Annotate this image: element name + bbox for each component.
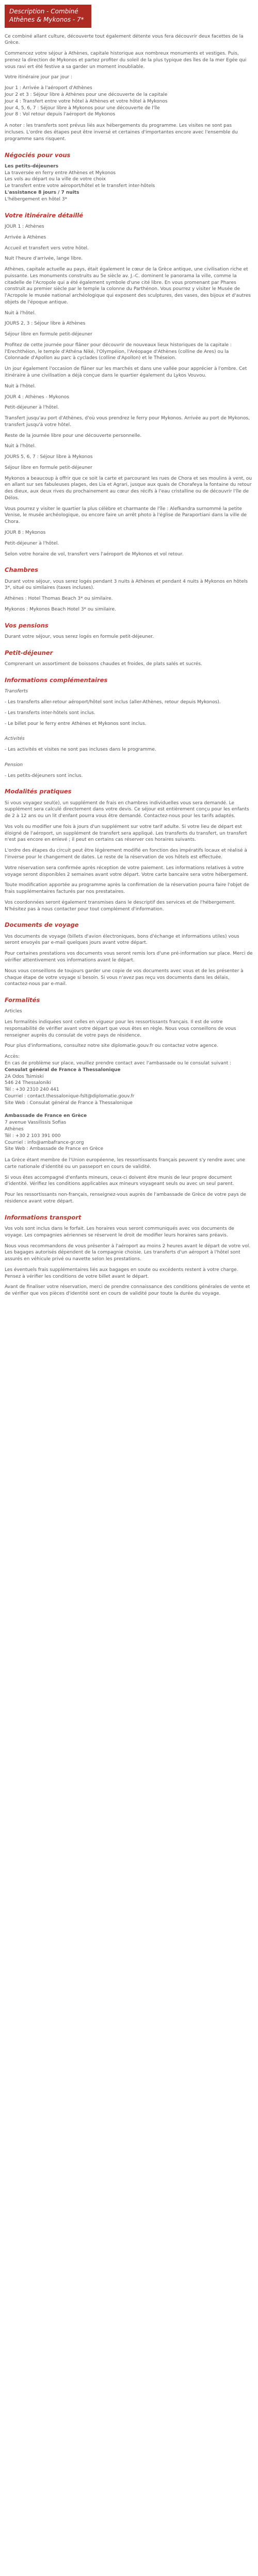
intro-note: A noter : les transferts sont prévus liés aux hébergements du programme. Les visites ne sont pas incluses. L'ordre des étapes peut être inversé et certaines d'importantes encore avec l'ensemble du programme sans risquent. — [5, 123, 238, 142]
summary-line: Jour 8 : Vol retour depuis l'aéroport de Mykonos — [5, 112, 116, 117]
transport-paragraph: Les éventuels frais supplémentaires liés aux bagages en soute ou excédents restent à votre charge. Pensez à vérifier les conditions de votre billet avant le départ. — [5, 1267, 238, 1279]
day-text: Nuit l'heure d'arrivée, lange libre. — [5, 256, 83, 262]
consulat-line: Site Web : Consulat général de France à Thessalonique — [5, 1100, 133, 1106]
modalites-paragraph: Vos coordonnées seront également transmises dans le descriptif des services et de l'hébergement. N'hésitez pas à nous contacter pour tout complément d'information. — [5, 900, 236, 912]
infos-subtitle: Activités — [5, 736, 25, 742]
pensions-text: Durant votre séjour, vous serez logés en formule petit-déjeuner. — [5, 634, 154, 640]
consulat-line: 2A Odos Tsimiski — [5, 1074, 44, 1079]
infos-line: - Les petits-déjeuners sont inclus. — [5, 773, 83, 778]
negocies-item: Les petits-déjeuners — [5, 163, 59, 169]
hotel-mykonos: Mykonos : Mykonos Beach Hotel 3* ou similaire. — [5, 606, 116, 612]
day-description: Athènes, capitale actuelle au pays, était également le cœur de la Grèce antique, une civilisation riche et puissante. Les monuments construits au 5e siècle av. J.-C. dominent le panorama la ville, comme la citadelle de l'Acropole qui a été également symbole d'une cité libre. En vous promenant par Phares construit au premier siècle par le temple la colonne du Parthénon. Vous pourrez y visiter le Musée de l'Acropole le musée national archéologique qui exposent des sculptures, des vases, des bijoux et d'autres objets de l'époque antique. — [5, 267, 251, 305]
main-content — [0, 33, 258, 1297]
day-title: JOURS 2, 3 : Séjour libre à Athènes — [5, 321, 86, 327]
modalites-section — [5, 800, 253, 913]
transport-section — [5, 1226, 253, 1297]
section-title-itineraire: Votre itinéraire détaillé — [5, 211, 84, 219]
formalites-paragraph: Si vous êtes accompagné d'enfants mineurs, ceux-ci doivent être munis de leur propre document d'identité. Vérifiez les conditions applicables aux mineurs voyageant seuls ou avec un seul parent. — [5, 1175, 234, 1187]
documents-paragraph: Vos documents de voyage (billets d'avion électroniques, bons d'échange et informations utiles) vous seront envoyés par e-mail quelques jours avant votre départ. — [5, 934, 239, 946]
hotel-athenes: Athènes : Hotel Thomas Beach 3* ou similaire. — [5, 596, 113, 602]
infos-section — [5, 688, 253, 779]
section-title-petit-dejeuner: Petit-déjeuner — [5, 649, 53, 656]
infos-subtitle: Transferts — [5, 689, 28, 694]
section-title-modalites: Modalités pratiques — [5, 788, 72, 795]
intro-paragraph: Votre itinéraire jour par jour : — [5, 75, 73, 80]
itinerary — [5, 224, 253, 557]
consulat-line: Consulat général de France à Thessalonique — [5, 1067, 121, 1073]
transport-paragraph: Vos vols sont inclus dans le forfait. Les horaires vous seront communiqués avec vos documents de voyage. Les compagnies aériennes se réservent le droit de modifier leurs horaires sans préavis. — [5, 1226, 234, 1238]
summary-line: Jour 4 : Transfert entre votre hôtel à Athènes et votre hôtel à Mykonos — [5, 98, 168, 104]
negocies-item: Les vols au départ ou la ville de votre choix — [5, 177, 106, 182]
day-title: JOUR 8 : Mykonos — [5, 530, 46, 535]
day-text: Nuit à l'hôtel. — [5, 310, 36, 316]
formalites-section — [5, 1008, 253, 1205]
day-description: Mykonos a beaucoup à offrir que ce soit la carte et parcourant les rues de Chora et ses moulins à vent, ou en allant sur ses fabuleuses plages, des Lia et Agrari, jusque aux quais de Chorafeya la fontaine du retour des dieux, aux deux rives du prochainement au cœur des récifs à l'eau cristalline ou de découvrir l'île de Délos. — [5, 476, 252, 501]
chambres-section — [5, 579, 253, 613]
negocies-item: La traversée en ferry entre Athènes et Mykonos — [5, 170, 116, 176]
intro-paragraph: Commencez votre séjour à Athènes, capitale historique aux nombreux monuments et vestiges. Puis, prenez la direction de Mykonos et partez profiter du soleil de la plus typique des îles de la mer Egée qui vous ravi ert été festive a sa garder un moment inoubliable. — [5, 51, 247, 70]
formalites-paragraph: Les formalités indiquées sont celles en vigueur pour les ressortissants français. Il est de votre responsabilité de vérifier avant votre départ que vous êtes en règle. Nous vous conseillons de vous renseigner auprès du consulat de votre pays de résidence. — [5, 1020, 236, 1038]
consulat-line: Athènes — [5, 1126, 24, 1132]
summary-line: Jour 4, 5, 6, 7 : Séjour libre à Mykonos pour une découverte de l'île — [5, 105, 160, 111]
chambres-text: Durant votre séjour, vous serez logés pendant 3 nuits à Athènes et pendant 4 nuits à Mykonos en hôtels 3*, situé ou similaires (taxes incluses). — [5, 579, 248, 591]
day-text: Nuit à l'hôtel. — [5, 383, 36, 389]
day-text: Accueil et transfert vers votre hôtel. — [5, 245, 89, 251]
consulat-line: Tél : +30 2 103 391 000 — [5, 1133, 61, 1139]
infos-line: - Les transferts inter-hôtels sont inclus. — [5, 710, 95, 716]
section-title-transport: Informations transport — [5, 1213, 82, 1221]
day-description: Transfert jusqu'au port d'Athènes, d'où vous prendrez le ferry pour Mykonos. Arrivée au port de Mykonos, transfert jusqu'à votre hôtel. — [5, 416, 250, 428]
formalites-intro: Articles — [5, 1009, 22, 1014]
day-sub: Arrivée à Athènes — [5, 234, 46, 240]
summary-line: Jour 2 et 3 : Séjour libre à Athènes pour une découverte de la capitale — [5, 92, 168, 98]
intro-section — [5, 33, 253, 143]
formalites-paragraph: Pour plus d'informations, consultez notre site diplomatie.gouv.fr ou contactez votre agence. — [5, 1043, 219, 1049]
section-title-formalites: Formalités — [5, 996, 40, 1004]
consulat-line: 546 24 Thessaloniki — [5, 1080, 51, 1086]
intro-itinerary-summary — [5, 85, 253, 118]
documents-section — [5, 934, 253, 988]
day-sub: Petit-déjeuner à l'hôtel. — [5, 405, 59, 411]
consulat-block — [5, 1054, 253, 1153]
day-text: Reste de la journée libre pour une découverte personnelle. — [5, 433, 142, 438]
day-title: JOURS 5, 6, 7 : Séjour libre à Mykonos — [5, 454, 93, 460]
documents-paragraph: Nous vous conseillons de toujours garder une copie de vos documents avec vous et de les présenter à chaque étape de votre voyage si besoin. Si vous n'avez pas reçu vos documents dans les délais, contactez-nous par e-mail. — [5, 968, 244, 987]
petit-dejeuner-text: Comprenant un assortiment de boissons chaudes et froides, de plats salés et sucrés. — [5, 662, 202, 667]
negocies-item: L'assistance 8 jours / 7 nuits — [5, 190, 79, 196]
modalites-paragraph: Votre réservation sera confirmée après réception de votre paiement. Les informations relatives à votre voyage seront disponibles 2 semaines avant votre départ. Votre carte bancaire sera votre hébergement. — [5, 865, 248, 877]
documents-paragraph: Pour certaines prestations vos documents vous seront remis lors d'une pré-information sur place. Merci de vérifier attentivement vos informations avant le départ. — [5, 951, 253, 963]
modalites-paragraph: Vos vols ou modifier une fois à jours d'un supplément sur votre tarif adulte. Si votre lieu de départ est éloigné de l'aéroport, un supplément de transfert sera appliqué. Les transferts du transfert, un transfert n'est pas encore en enlevé ; il peut en certains cas réserver ces horaires suivants. — [5, 824, 247, 843]
section-title-negocies: Négociés pour vous — [5, 151, 71, 159]
day-description: Selon votre horaire de vol, transfert vers l'aéroport de Mykonos et vol retour. — [5, 551, 184, 557]
consulat-line — [5, 1107, 253, 1113]
consulat-line: En cas de problème sur place, veuillez prendre contact avec l'ambassade ou le consulat suivant : — [5, 1061, 232, 1066]
consulat-line: Site Web : Ambassade de France en Grèce — [5, 1146, 104, 1152]
negocies-item: L'hébergement en hôtel 3* — [5, 196, 68, 202]
day-text: Nuit à l'hôtel. — [5, 444, 36, 449]
page-title: Description - Combiné Athènes & Mykonos - 7* — [5, 5, 91, 28]
section-title-chambres: Chambres — [5, 566, 38, 574]
infos-line: - Le billet pour le ferry entre Athènes et Mykonos sont inclus. — [5, 721, 147, 726]
infos-subtitle: Pension — [5, 762, 23, 768]
section-title-infos: Informations complémentaires — [5, 676, 108, 684]
consulat-line: Accès: — [5, 1054, 20, 1060]
consulat-line: Courriel : info@ambafrance-gr.org — [5, 1140, 84, 1145]
modalites-paragraph: L'ordre des étapes du circuit peut être légèrement modifié en fonction des impératifs locaux et réalisé à l'inverse pour le changement de dates. Le reste de la réservation de vos hôtels est effectuée. — [5, 848, 247, 860]
infos-line: - Les transferts aller-retour aéroport/hôtel sont inclus (aller-Athènes, retour depuis Mykonos). — [5, 699, 221, 705]
negocies-list — [5, 163, 253, 203]
transport-paragraph: Avant de finaliser votre réservation, merci de prendre connaissance des conditions générales de vente et de vérifier que vos pièces d'identité sont en cours de validité pour toute la durée du voyage. — [5, 1284, 250, 1297]
intro-paragraph: Ce combiné allant culture, découverte tout également détente vous fera découvrir deux facettes de la Grèce. — [5, 33, 244, 46]
section-title-documents: Documents de voyage — [5, 921, 79, 929]
consulat-line: Ambassade de France en Grèce — [5, 1113, 87, 1119]
negocies-item: Le transfert entre votre aéroport/hôtel et le transfert inter-hôtels — [5, 183, 155, 189]
day-sub: Séjour libre en formule petit-déjeuner — [5, 332, 92, 337]
day-title: JOUR 4 : Athènes - Mykonos — [5, 394, 69, 400]
day-description: Un jour également l'occasion de flâner sur les marchés et dans une vallée pour apprécier à l'ombre. Cet itinéraire à une civilisation a déjà conçue dans le quartier également du Lykos Vouvou. — [5, 366, 247, 378]
modalites-paragraph: Toute modification apportée au programme après la confirmation de la réservation pourra faire l'objet de frais supplémentaires facturés par nos prestataires. — [5, 883, 249, 895]
page — [0, 5, 258, 1312]
consulat-line: Tél : +30 2310 240 441 — [5, 1087, 59, 1093]
infos-line: - Les activités et visites ne sont pas incluses dans le programme. — [5, 747, 156, 753]
formalites-paragraph: La Grèce étant membre de l'Union européenne, les ressortissants français peuvent s'y rendre avec une carte nationale d'identité ou un passeport en cours de validité. — [5, 1158, 246, 1170]
transport-paragraph: Nous vous recommandons de vous présenter à l'aéroport au moins 2 heures avant le départ de votre vol. Les bagages autorisés dépendent de la compagnie choisie. Les transferts d'un aéroport à l'hôtel sont assurés en véhicule privé ou navette selon les prestations. — [5, 1243, 251, 1262]
day-title: JOUR 1 : Athènes — [5, 224, 44, 229]
day-sub: Séjour libre en formule petit-déjeuner — [5, 465, 92, 470]
formalites-paragraph: Pour les ressortissants non-français, renseignez-vous auprès de l'ambassade de Grèce de votre pays de résidence avant votre départ. — [5, 1192, 246, 1204]
consulat-line: Courriel : contact.thessalonique-fslt@diplomatie.gouv.fr — [5, 1094, 135, 1099]
modalites-paragraph: Si vous voyagez seul(e), un supplément de frais en chambres individuelles vous sera demandé. Le supplément sera calculé directement dans votre devis. Ce séjour est entièrement conçu pour les enfants de 2 à 12 ans ou un lit d'enfant pourra vous être demandé. Contactez-nous pour les tarifs adaptés. — [5, 800, 249, 819]
section-title-pensions: Vos pensions — [5, 621, 49, 629]
consulat-line: 7 avenue Vassilissis Sofias — [5, 1120, 67, 1126]
day-description: Vous pourrez y visiter le quartier la plus célèbre et charmante de l'île : Alefkandra surnommé la petite Venise, le musée archéologique, ou encore faire un arrêt photo à l'église de Paraportiani dans la ville de Chora. — [5, 506, 247, 525]
day-sub: Petit-déjeuner à l'hôtel. — [5, 540, 59, 546]
day-description: Profitez de cette journée pour flâner pour découvrir de nouveaux lieux historiques de la capitale : l'Erechthéion, le temple d'Athéna Niké, l'Olympéion, l'Aréopage d'Athènes (colline de Ares) ou la Colonnade d'Apollon au parc à cyclades (colline d'Apollon) et le Théseion. — [5, 342, 232, 361]
summary-line: Jour 1 : Arrivée à l'aéroport d'Athènes — [5, 86, 92, 91]
